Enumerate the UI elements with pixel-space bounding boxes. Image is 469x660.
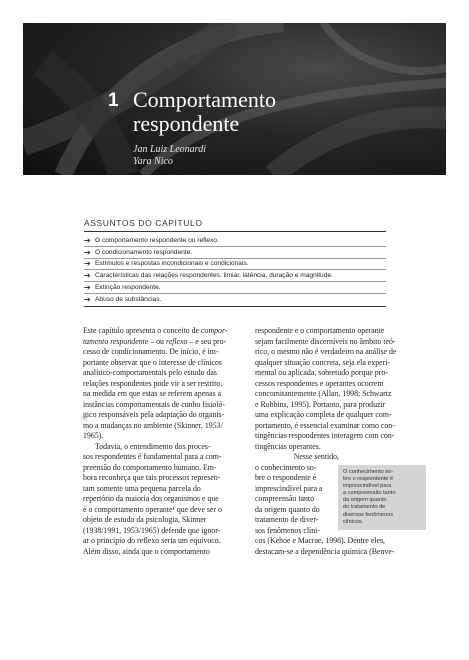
body-line: sos respondentes é fundamental para a com-: [83, 452, 222, 461]
body-line: imprescindível para a: [255, 483, 323, 493]
body-line: tratamento de diver-: [255, 515, 319, 524]
subject-item-label: Estímulos e respostas incondicionais e condicionais.: [95, 260, 249, 268]
body-line: uma explicação completa de qualquer com-: [255, 410, 392, 419]
body-line: portante observar que o interesse de clínicos: [83, 357, 222, 367]
arrow-right-icon: ➔: [84, 235, 91, 245]
body-line: é o comportamento operante¹ que deve ser o: [83, 504, 222, 514]
body-line: Todavia, o entendimento dos proces-: [95, 441, 211, 451]
body-line: sos fenômenos clíni-: [255, 525, 320, 535]
body-line: bora reconheça que tais processos represen-: [83, 473, 221, 482]
body-line: objeto de estudo da psicologia, Skinner: [83, 515, 207, 524]
body-line: o conhecimento so-: [255, 462, 317, 472]
body-line: gico responsáveis pela adaptação do organis-: [83, 410, 225, 419]
body-line: e Robbins, 1995). Portanto, para produzir: [255, 399, 386, 409]
pull-quote-line: diversos fenômenos: [343, 511, 394, 518]
body-line: cesso de condicionamento. De início, é im-: [83, 347, 219, 356]
subject-item: [84, 247, 386, 259]
body-line: tingências operantes.: [255, 441, 321, 451]
body-line: respondente e o comportamento operante: [255, 326, 385, 335]
body-line: tingências respondentes interagem com con-: [255, 431, 395, 440]
subjects-list: [84, 235, 386, 305]
chapter-subjects-box: [84, 218, 386, 307]
pull-quote-line: do tratamento de: [343, 504, 386, 511]
body-line: preensão do comportamento humano. Em-: [83, 462, 217, 472]
body-line: mo a mudanças no ambiente (Skinner, 1953/: [83, 420, 223, 430]
chapter-number: 1: [108, 90, 119, 111]
subject-item-label: Extinção respondente.: [95, 284, 161, 292]
body-line: tamento respondente – ou reflexo – e seu pro-: [83, 336, 227, 346]
body-line: portamento, é essencial examinar como con-: [255, 420, 395, 430]
subjects-heading: ASSUNTOS DO CAPÍTULO: [84, 218, 386, 232]
body-line: concomitantemente (Allan, 1998; Schwartz: [255, 389, 392, 398]
body-line: ar o princípio do reflexo seria um equívoco.: [83, 536, 221, 545]
body-column-left: [83, 326, 241, 557]
subject-item-label: Abuso de substâncias.: [95, 295, 162, 303]
body-line: instâncias comportamentais de cunho fisioló-: [83, 399, 226, 409]
body-line: cos (Kehoe e Macrae, 1998). Dentre eles,: [255, 536, 386, 545]
chapter-title-line: Comportamento: [133, 87, 276, 112]
author-name: Jan Luiz Leonardi: [133, 144, 206, 155]
body-line: tam somente uma pequena parcela do: [83, 483, 201, 493]
body-line: Este capítulo apresenta o conceito de compor-: [83, 326, 228, 335]
body-line: cessos respondentes e operantes ocorrem: [255, 378, 384, 388]
subject-item: [84, 259, 386, 271]
arrow-right-icon: ➔: [84, 283, 91, 293]
body-line: repertório da maioria dos organismos e que: [83, 494, 219, 503]
pull-quote-line: a compreensão tanto: [343, 490, 396, 497]
body-line: qualquer situação concreta, seja ela experi-: [255, 357, 391, 367]
subject-item-label: Características das relações respondentes: limiar, latência, duração e magnitude.: [95, 272, 333, 280]
chapter-banner: [23, 23, 446, 175]
chapter-authors: [133, 144, 206, 168]
pull-quote-line: imprescindível para: [343, 483, 392, 490]
subject-item: [84, 235, 386, 247]
subject-item-label: O condicionamento respondente.: [95, 248, 193, 256]
body-line: Nesse sentido,: [293, 452, 339, 461]
subject-item-label: O comportamento respondente ou reflexo.: [95, 236, 219, 244]
body-line: relações respondentes pode vir a ser restrito,: [83, 378, 223, 388]
body-line: sejam facilmente discerníveis no âmbito teó-: [255, 336, 396, 346]
arrow-right-icon: ➔: [84, 259, 91, 269]
subject-item: [84, 270, 386, 282]
pull-quote-box: [338, 465, 426, 530]
subjects-bottom-rule: [84, 306, 386, 307]
body-line: Além disso, ainda que o comportamento: [83, 546, 210, 556]
subject-item: [84, 282, 386, 294]
pull-quote-line: bre o respondente é: [343, 476, 394, 483]
arrow-right-icon: ➔: [84, 247, 91, 257]
body-line: na medida em que estas se referem apenas a: [83, 389, 222, 398]
arrow-right-icon: ➔: [84, 271, 91, 281]
body-line: analítico-comportamentais pelo estudo das: [83, 368, 217, 377]
chapter-title: [133, 88, 433, 136]
pull-quote-line: clínicos.: [343, 518, 364, 525]
body-line: (1938/1991, 1953/1965) defende que ignor-: [83, 525, 221, 535]
body-line: da origem quanto do: [255, 504, 320, 514]
author-name: Yara Nico: [133, 156, 173, 167]
body-line: bre o respondente é: [255, 473, 317, 482]
arrow-right-icon: ➔: [84, 294, 91, 304]
pull-quote-line: O conhecimento so-: [343, 469, 394, 475]
body-line: destacam-se a dependência química (Benve-: [255, 546, 395, 556]
pull-quote-line: da origem quanto: [343, 497, 387, 504]
body-line: compreensão tanto: [255, 494, 315, 503]
body-line: rico, o mesmo não é verdadeiro na análise de: [255, 347, 397, 356]
body-line: 1965).: [83, 431, 104, 440]
subject-item: [84, 294, 386, 305]
body-line: mental ou aplicada, sobretudo porque pro-: [255, 368, 388, 377]
chapter-title-line: respondente: [133, 111, 240, 136]
